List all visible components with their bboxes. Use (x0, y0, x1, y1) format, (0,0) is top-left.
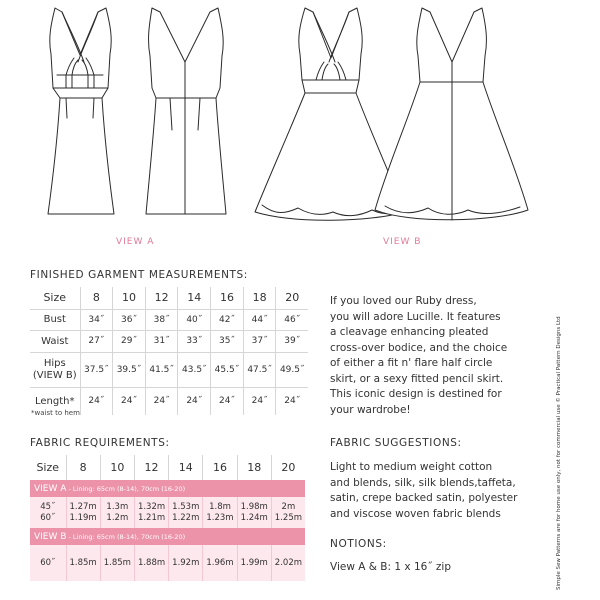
copyright-notice: Simple Sew Patterns are for home use only, not for commercial use © Practical Pattern Designs Ltd (556, 316, 562, 590)
size-cell: 10 (100, 455, 134, 480)
measure-cell: 42˝ (211, 309, 244, 330)
measure-cell: 24˝ (178, 387, 211, 415)
size-cell: 8 (66, 455, 100, 480)
waist-to-hem-note: *waist to hem (31, 409, 80, 417)
notions-heading: NOTIONS: (330, 538, 387, 550)
fabric-cell (66, 497, 100, 528)
description-line: a cleavage enhancing pleated (330, 326, 489, 338)
measure-cell: 35˝ (211, 330, 244, 352)
fabric-value: 1.2m (106, 512, 129, 523)
hips-label: Hips (43, 357, 66, 369)
fabric-suggestions-text (330, 460, 550, 522)
fabric-value: 1.96m (203, 545, 237, 581)
fabric-value: 1.88m (134, 545, 168, 581)
fabric-cell (237, 497, 271, 528)
measure-cell: 47.5˝ (243, 352, 276, 387)
view-b-lining: - Lining: 65cm (8-14), 70cm (16-20) (66, 532, 186, 541)
measure-cell: 40˝ (178, 309, 211, 330)
bust-row (30, 309, 308, 330)
fabric-value: 1.21m (137, 512, 166, 523)
description-line: you will adore Lucille. It features (330, 310, 501, 323)
hips-row (30, 352, 308, 387)
fabric-value: 1.19m (69, 512, 97, 523)
measure-cell: 24˝ (145, 387, 178, 415)
suggestion-line: and blends, silk, silk blends,taffeta, (330, 476, 516, 489)
fabric-cell (203, 497, 237, 528)
fabric-value: 1.22m (172, 512, 200, 523)
waist-row (30, 330, 308, 352)
fabric-value: 1.85m (100, 545, 134, 581)
suggestion-line: and viscose woven fabric blends (330, 507, 501, 520)
fabric-value: 1.85m (66, 545, 100, 581)
width-60: 60˝ (40, 512, 56, 523)
fabric-value: 1.53m (172, 501, 200, 512)
fabric-value: 1.27m (69, 501, 97, 512)
size-cell: 16 (211, 287, 244, 309)
description-line: If you loved our Ruby dress, (330, 295, 477, 307)
size-cell: 18 (243, 287, 276, 309)
description-line: This iconic design is destined for (330, 388, 502, 400)
fabric-value: 1.23m (206, 512, 234, 523)
measure-cell: 24˝ (243, 387, 276, 415)
measure-cell: 36˝ (113, 309, 146, 330)
size-cell: 14 (178, 287, 211, 309)
measure-cell: 37.5˝ (80, 352, 113, 387)
description-line: of either a fit n' flare half circle (330, 357, 493, 369)
dress-illustrations (0, 0, 600, 235)
view-a-fabric-row (30, 497, 305, 528)
measure-cell: 46˝ (276, 309, 308, 330)
description-line: skirt, or a sexy fitted pencil skirt. (330, 372, 504, 385)
measure-cell: 39.5˝ (113, 352, 146, 387)
measure-cell: 31˝ (145, 330, 178, 352)
measure-cell: 24˝ (211, 387, 244, 415)
width-45: 45˝ (40, 501, 56, 512)
design-description (330, 294, 545, 418)
view-a-front-drawing (48, 8, 114, 214)
size-cell: 14 (169, 455, 203, 480)
suggestion-line: Light to medium weight cotton (330, 461, 493, 473)
width-60: 60˝ (30, 545, 66, 581)
measure-cell: 24˝ (80, 387, 113, 415)
measure-cell: 39˝ (276, 330, 308, 352)
hips-view-label: (VIEW B) (32, 369, 77, 381)
fabric-value: 1.24m (240, 512, 268, 523)
fabric-cell (169, 497, 203, 528)
size-label: Size (30, 287, 80, 309)
size-cell: 18 (237, 455, 271, 480)
measure-cell: 29˝ (113, 330, 146, 352)
view-a-lining: - Lining: 65cm (8-14), 70cm (16-20) (66, 484, 186, 493)
view-a-label: VIEW A (116, 237, 155, 247)
fabric-value: 2m (281, 501, 296, 512)
fabric-value: 1.25m (274, 512, 303, 523)
description-line: cross-over bodice, and the choice (330, 341, 508, 354)
measure-cell: 43.5˝ (178, 352, 211, 387)
measurements-table (30, 287, 308, 415)
fabric-value: 1.3m (106, 501, 129, 512)
description-line: your wardrobe! (330, 403, 411, 416)
measure-cell: 45.5˝ (211, 352, 244, 387)
size-cell: 20 (281, 461, 296, 474)
size-cell: 10 (113, 287, 146, 309)
fabric-requirements-table (30, 455, 305, 581)
fabric-value: 1.99m (237, 545, 271, 581)
fabric-cell (134, 497, 168, 528)
fabric-width-cell (30, 497, 66, 528)
fabric-value: 2.02m (271, 545, 305, 581)
measure-cell: 44˝ (243, 309, 276, 330)
size-cell: 20 (276, 287, 308, 309)
row-label (30, 352, 80, 387)
row-label: Waist (30, 330, 80, 352)
size-cell: 12 (134, 455, 168, 480)
measure-cell: 41.5˝ (145, 352, 178, 387)
measure-cell: 24˝ (113, 387, 146, 415)
view-b-band-label: VIEW B (34, 531, 67, 542)
measurements-size-row (30, 287, 308, 309)
view-a-back-drawing (146, 8, 226, 214)
fabric-value: 1.98m (240, 501, 268, 512)
fabric-value: 1.8m (209, 501, 231, 512)
view-a-band (30, 480, 305, 497)
fabric-size-row (30, 455, 305, 480)
fabric-suggestions-heading: FABRIC SUGGESTIONS: (330, 437, 462, 449)
fabric-cell (100, 497, 134, 528)
size-cell: 8 (80, 287, 113, 309)
measure-cell: 37˝ (243, 330, 276, 352)
view-b-fabric-row (30, 545, 305, 581)
view-b-back-drawing (375, 8, 528, 220)
measure-cell: 24˝ (284, 396, 301, 407)
view-b-label: VIEW B (383, 237, 422, 247)
fabric-cell (271, 497, 305, 528)
measure-cell: 33˝ (178, 330, 211, 352)
view-b-band (30, 528, 305, 545)
fabric-value: 1.92m (169, 545, 203, 581)
fabric-value: 1.32m (137, 501, 166, 512)
measure-cell: 49.5˝ (276, 352, 308, 387)
measure-cell: 34˝ (80, 309, 113, 330)
suggestion-line: satin, crepe backed satin, polyester (330, 492, 518, 504)
measurements-heading: FINISHED GARMENT MEASUREMENTS: (30, 269, 248, 281)
row-label: Length* (30, 387, 80, 415)
row-label: Bust (30, 309, 80, 330)
view-a-band-label: VIEW A (34, 483, 67, 494)
size-cell: 16 (203, 455, 237, 480)
measure-cell: 38˝ (145, 309, 178, 330)
size-label: Size (30, 455, 66, 480)
size-cell: 12 (145, 287, 178, 309)
fabric-requirements-heading: FABRIC REQUIREMENTS: (30, 437, 170, 449)
measure-cell: 27˝ (80, 330, 113, 352)
notions-text: View A & B: 1 x 16˝ zip (330, 561, 451, 573)
